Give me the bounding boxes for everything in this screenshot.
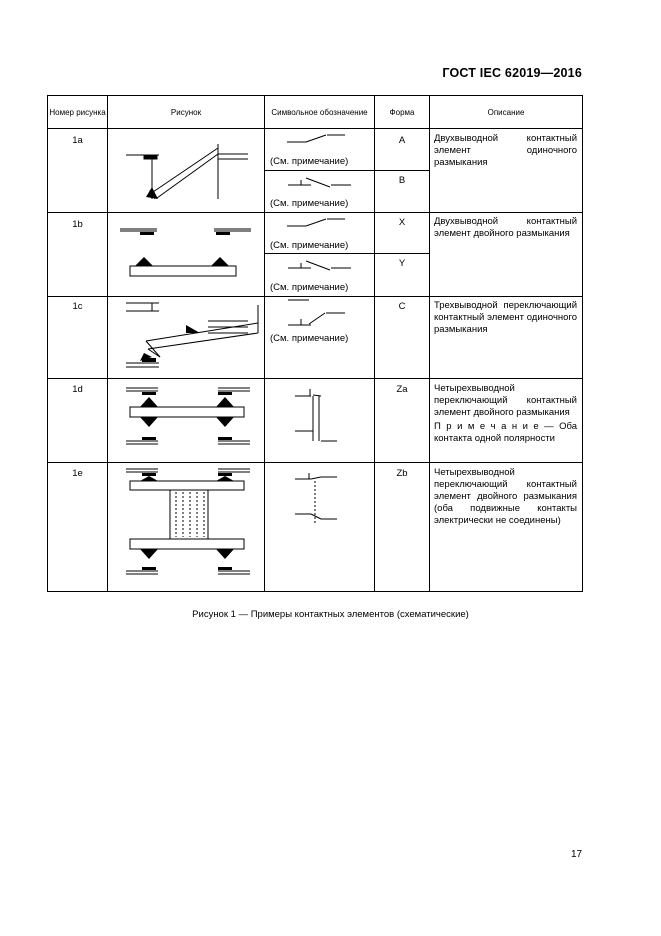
contact-drawing-1d bbox=[108, 379, 264, 462]
col-header-description: Описание bbox=[487, 107, 525, 117]
form-code: X bbox=[398, 217, 406, 228]
symbol-note: (См. примечание) bbox=[270, 282, 349, 293]
row-number: 1d bbox=[72, 384, 83, 395]
contact-symbol-Zb bbox=[265, 463, 374, 546]
row-note: П р и м е ч а н и е — Оба контакта одной полярности bbox=[434, 421, 577, 444]
col-header-form: Форма bbox=[389, 107, 415, 117]
doc-header: ГОСТ IEC 62019—2016 bbox=[442, 66, 582, 80]
contact-drawing-1b bbox=[108, 213, 264, 296]
contact-drawing-1e bbox=[108, 463, 264, 591]
symbol-note: (См. примечание) bbox=[270, 240, 349, 251]
row-description: Двухвыводной контактный элемент одиночного размыкания bbox=[434, 133, 577, 168]
figure-caption: Рисунок 1 — Примеры контактных элементов (схематические) bbox=[192, 609, 469, 620]
form-code: B bbox=[398, 175, 406, 186]
symbol-note: (См. примечание) bbox=[270, 198, 349, 209]
row-number: 1c bbox=[72, 301, 83, 312]
row-number: 1b bbox=[72, 219, 83, 230]
page-number: 17 bbox=[571, 849, 583, 860]
row-description: Четырехвыводной переключающий контактный элемент двойного размыкания bbox=[434, 383, 577, 418]
form-code: Zb bbox=[396, 468, 408, 479]
row-description: Трехвыводной переключающий контактный элемент одиночного размыкания bbox=[434, 300, 577, 335]
form-code: Za bbox=[396, 384, 408, 395]
symbol-note: (См. примечание) bbox=[270, 333, 349, 344]
figure-table bbox=[47, 95, 583, 592]
form-code: C bbox=[398, 301, 406, 312]
row-number: 1a bbox=[72, 135, 83, 146]
row-number: 1e bbox=[72, 468, 83, 479]
form-code: Y bbox=[398, 258, 406, 269]
col-header-symbol: Символьное обозначение bbox=[271, 107, 368, 117]
form-code: A bbox=[398, 135, 406, 146]
col-header-number: Номер рисунка bbox=[49, 107, 106, 117]
row-description: Четырехвыводной переключающий контактный элемент двойного размыкания (оба подвижные контакты электрически не соединены) bbox=[434, 467, 577, 526]
contact-drawing-1a bbox=[108, 129, 264, 212]
contact-drawing-1c bbox=[108, 297, 264, 379]
contact-symbol-Za bbox=[265, 379, 374, 462]
col-header-figure: Рисунок bbox=[170, 107, 202, 117]
row-description: Двухвыводной контактный элемент двойного размыкания bbox=[434, 216, 577, 239]
symbol-note: (См. примечание) bbox=[270, 156, 349, 167]
